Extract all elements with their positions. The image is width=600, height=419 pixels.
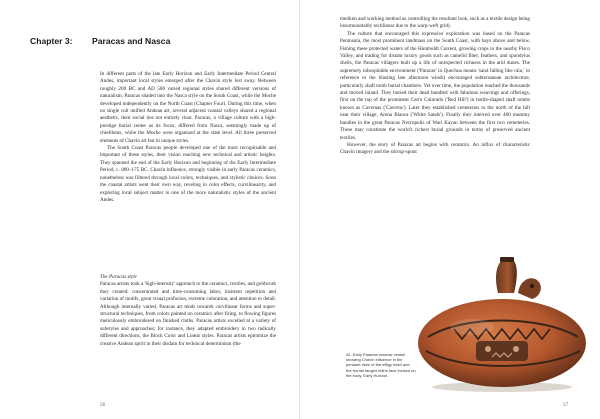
- vessel-highlight: [450, 319, 494, 335]
- paragraph: However, the story of Paracas art begins with ceramics. An influx of characteristic Chavín imagery and the stirrup-spout: [340, 141, 530, 156]
- subheading: The Paracas style: [100, 274, 137, 280]
- paragraph: Paracas artists took a 'high-intensity' approach to the ceramics, textiles, and goldwork they created: concentrated and time-consuming labor, insistent repetition and variation of motifs, great visual profusion, extreme coloration, and attention to detail. Although internally varied, Paracas art tends towards curvilinear forms and super-structural techniques, from colors painted on ceramics after firing, to flowing figures meticulously embroidered on finished cloths. Paracas artists excelled at a variety of substyles and approaches; for instance, they adapted embroidery in two radically different directions, the Block Color and Linear styles. Paracas artists epitomize the creative Andean spirit in their disdain for technical determinism (the: [100, 281, 276, 347]
- paragraph: The culture that encouraged this expressive exploration was based on the Paracas Peninsula, the most prominent landmass on the South Coast, with bays above and below. Fishing these protected waters of the Humboldt Current, growing crops in the nearby Pisco Valley, and trading for distant luxury goods such as camelid fiber, feathers, and spondylus shells, the Paracas villagers built up a life of unexpected richness in the arid dunes. The supremely inhospitable environment ('Paracas' in Quechua means 'sand falling like rain,' in reference to the blasting late afternoon winds) encouraged subterranean architecture, particularly shaft tomb burial chambers. Yet over time, the population reached the thousands and moved inland. They buried their dead bundled with fabulous weavings and offerings, first on the top of the prominent Cerro Colorado ('Red Hill') in bottle-shaped shaft tombs known as Cavernas ('Caverns'). Later they established cemeteries to the north of the hill near their village, Arena Blanca ('White Sands'). Finally they interred over 400 mummy bundles in the great Paracas Necropolis of Wari Kayan between the first two cemeteries. These may constitute the world's richest burial grounds in terms of preserved ancient textiles.: [340, 30, 531, 141]
- page-number-right: 57: [563, 402, 569, 408]
- left-column: [100, 71, 276, 204]
- right-column: [340, 16, 530, 157]
- paragraph: The South Coast Paracas people developed one of the most recognizable and important of these styles, their vision reaching new technical and artistic heights. They spanned the end of the Early Horizon and beginning of the Early Intermediate Period, c. 800–175 BC. Chavín influence, strongly visible in early Paracas ceramics, nonetheless was filtered through local colors, techniques, and stylistic choices. Soon the coastal artists went their own way, reveling in color effects, curvilinearity, and exploring local subject matter in one of the more naturalistic styles of the ancient Andes.: [100, 145, 276, 203]
- vessel-spout: [496, 259, 517, 293]
- paragraph: In different parts of the late Early Horizon and Early Intermediate Period Central Andes, important local styles emerged after the Chavín style lost sway. Between roughly 200 BC and AD 500 varied regional styles shared different versions of naturalism. Paracas shaded into the Nasca style on the South Coast, while the Moche developed independently on the North Coast (Chapter Four). During this time, when no single cult unified Andean art, several adjacent coastal valleys shared a regional aesthetic, their social ties not entirely clear. Paracas, a village culture with a high-prestige burial center as its focus, differed from Nasca, seemingly made up of chiefdoms, while the Moche were organized at the state level. All three preserved elements of Chavín art but in unique styles.: [100, 71, 276, 144]
- feline-face: [476, 341, 528, 361]
- effigy-head: [518, 278, 541, 299]
- chapter-title: Paracas and Nasca: [92, 36, 171, 46]
- ceramic-vessel-image: [414, 253, 589, 393]
- effigy-eye: [530, 284, 534, 288]
- figure-caption: 42. Early Paracas ceramic vessel showing Chavín influence in the pendant rises of the effigy head and the frontal fanged feline face incised on the body. Early Horizon.: [346, 352, 416, 378]
- feline-eye: [513, 346, 519, 352]
- paragraph: medium and working method as controlling the resultant look, such as a textile design being insurmountably rectilinear due to the warp-weft grid).: [340, 16, 530, 30]
- chapter-label: Chapter 3:: [30, 36, 73, 46]
- page-number-left: 56: [100, 402, 106, 408]
- left-column-lower: [100, 274, 276, 348]
- spout-rim: [500, 257, 514, 262]
- feline-eye: [485, 346, 491, 352]
